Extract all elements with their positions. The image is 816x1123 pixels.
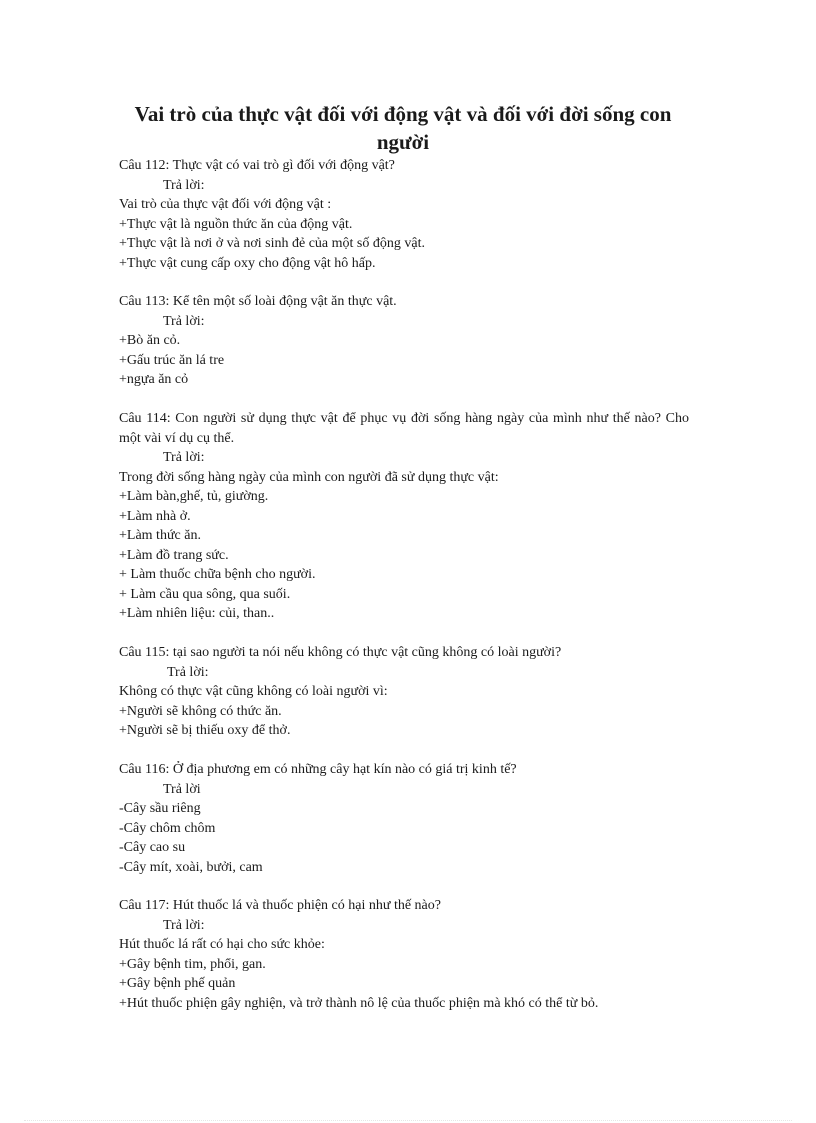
answer-label: Trả lời: — [163, 313, 205, 329]
answer-line: +Gây bệnh tim, phổi, gan. — [119, 956, 266, 972]
answer-label: Trả lời — [163, 781, 201, 797]
answer-line: +Thực vật cung cấp oxy cho động vật hô hấp. — [119, 255, 376, 271]
answer-line: +Hút thuốc phiện gây nghiện, và trở thành nô lệ của thuốc phiện mà khó có thể từ bỏ. — [119, 995, 599, 1011]
question-text: Câu 117: Hút thuốc lá và thuốc phiện có hại như thế nào? — [119, 898, 441, 914]
question-text: Câu 115: tại sao người ta nói nếu không có thực vật cũng không có loài người? — [119, 645, 562, 661]
answer-line: +Làm đồ trang sức. — [119, 547, 229, 563]
answer-line: +Gấu trúc ăn lá tre — [119, 352, 225, 368]
answer-line: +ngựa ăn cỏ — [119, 372, 189, 388]
answer-line: +Làm thức ăn. — [119, 528, 201, 544]
question-section — [119, 409, 689, 624]
answer-line: +Làm bàn,ghế, tủ, giường. — [119, 489, 269, 505]
answer-line: +Người sẽ không có thức ăn. — [119, 703, 282, 719]
answer-line: + Làm thuốc chữa bệnh cho người. — [119, 567, 316, 583]
answer-line: -Cây cao su — [119, 840, 186, 856]
answer-line: +Thực vật là nơi ở và nơi sinh đẻ của một số động vật. — [119, 236, 425, 251]
question-text: Câu 112: Thực vật có vai trò gì đối với động vật? — [119, 158, 395, 173]
question-text: Câu 114: Con người sử dụng thực vật để phục vụ đời sống hàng ngày của mình như thế nào? Cho một vài ví dụ cụ thể. — [119, 411, 689, 446]
answer-line: -Cây mít, xoài, bưởi, cam — [119, 859, 263, 875]
answer-line: -Cây sầu riêng — [119, 801, 201, 817]
question-section — [119, 643, 689, 741]
answer-label: Trả lời: — [163, 177, 205, 193]
document-page — [119, 100, 689, 1033]
answer-line: Vai trò của thực vật đối với động vật : — [119, 197, 332, 212]
answer-line: +Thực vật là nguồn thức ăn của động vật. — [119, 216, 353, 232]
answer-line: +Người sẽ bị thiếu oxy để thở. — [119, 723, 291, 739]
question-section — [119, 292, 689, 390]
answer-label: Trả lời: — [167, 664, 209, 680]
answer-line: +Làm nhà ở. — [119, 508, 191, 524]
answer-label: Trả lời: — [163, 917, 205, 933]
page-bottom-divider — [24, 1120, 792, 1121]
answer-label: Trả lời: — [163, 450, 205, 466]
document-title: Vai trò của thực vật đối với động vật và đối với đời sống con người — [134, 102, 672, 154]
answer-line: +Làm nhiên liệu: củi, than.. — [119, 606, 275, 622]
answer-line: Hút thuốc lá rất có hại cho sức khỏe: — [119, 937, 325, 953]
answer-line: Trong đời sống hàng ngày của mình con người đã sử dụng thực vật: — [119, 469, 499, 485]
question-section — [119, 760, 689, 877]
answer-line: +Bò ăn cỏ. — [119, 333, 181, 349]
answer-line: Không có thực vật cũng không có loài người vì: — [119, 684, 388, 700]
answer-line: + Làm cầu qua sông, qua suối. — [119, 586, 291, 602]
question-section — [119, 896, 689, 1013]
question-text: Câu 116: Ở địa phương em có những cây hạt kín nào có giá trị kinh tế? — [119, 762, 517, 778]
answer-line: -Cây chôm chôm — [119, 820, 216, 836]
question-text: Câu 113: Kể tên một số loài động vật ăn thực vật. — [119, 294, 397, 310]
answer-line: +Gây bệnh phế quản — [119, 976, 236, 992]
question-section — [119, 156, 689, 273]
